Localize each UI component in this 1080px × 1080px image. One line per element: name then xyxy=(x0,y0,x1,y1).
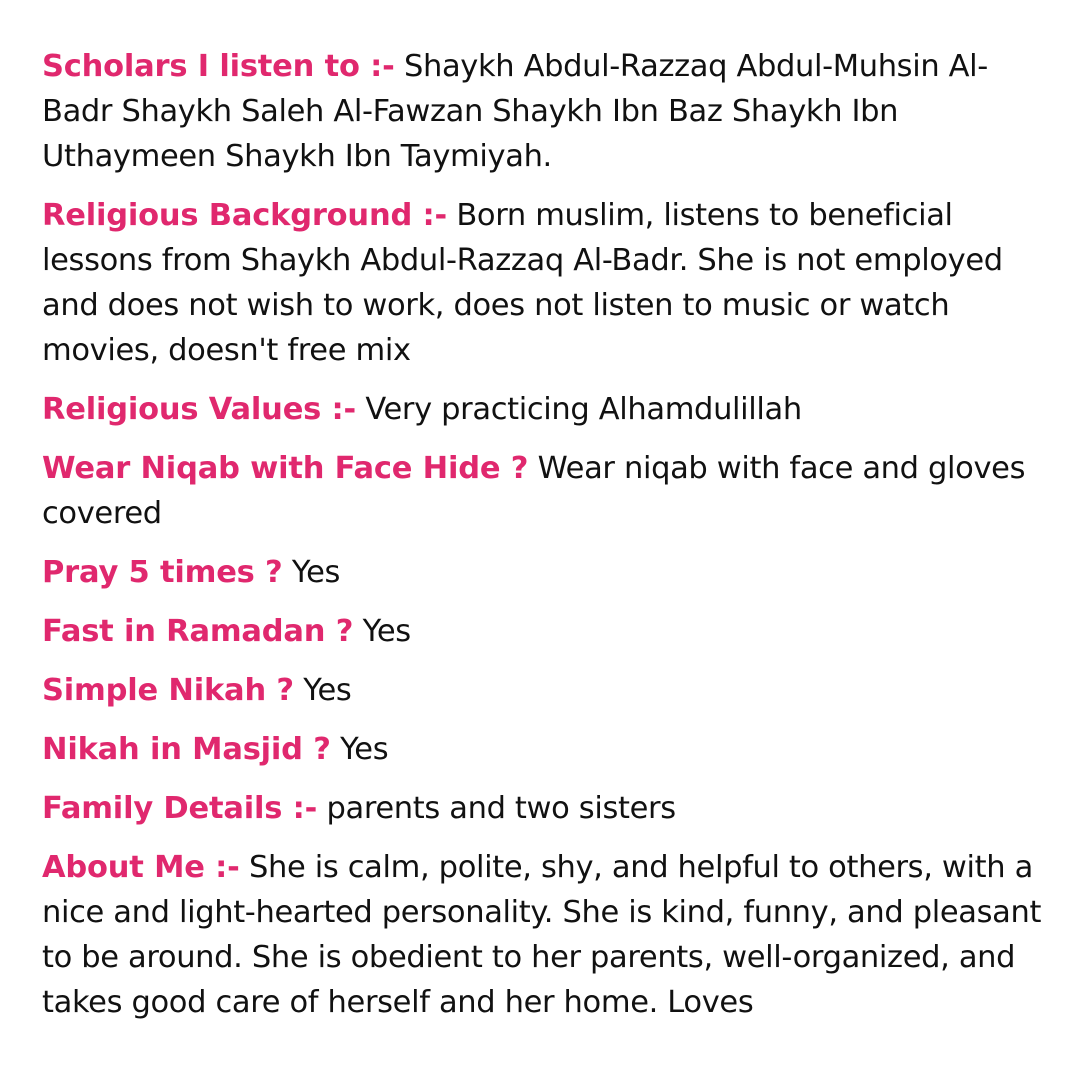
field-label: Simple Nikah ? xyxy=(42,673,294,708)
field-value: Wear niqab with face and gloves covered xyxy=(42,451,1026,531)
field-value: Shaykh Abdul-Razzaq Abdul-Muhsin Al-Badr Shaykh Saleh Al-Fawzan Shaykh Ibn Baz Shaykh Ibn Uthaymeen Shaykh Ibn Taymiyah. xyxy=(42,49,988,174)
field-religious-background xyxy=(42,193,1042,373)
field-value: Yes xyxy=(340,732,389,767)
field-label: Nikah in Masjid ? xyxy=(42,732,331,767)
field-label: Family Details :- xyxy=(42,791,318,826)
field-label: Wear Niqab with Face Hide ? xyxy=(42,451,529,486)
field-label: About Me :- xyxy=(42,850,240,885)
field-value: Yes xyxy=(303,673,352,708)
field-niqab xyxy=(42,446,1042,536)
field-about-me xyxy=(42,845,1042,1025)
field-value: Yes xyxy=(362,614,411,649)
field-label: Fast in Ramadan ? xyxy=(42,614,354,649)
profile-details xyxy=(42,44,1042,1039)
field-label: Scholars I listen to :- xyxy=(42,49,395,84)
field-value: Yes xyxy=(291,555,341,590)
field-value: parents and two sisters xyxy=(326,791,676,826)
field-value: She is calm, polite, shy, and helpful to others, with a nice and light-hearted personality. She is kind, funny, and pleasant to be around. She is obedient to her parents, well-organized, and takes good care of herself and her home. Loves xyxy=(42,850,1042,1020)
field-label: Religious Values :- xyxy=(42,392,357,427)
field-simple-nikah xyxy=(42,668,1042,713)
field-family-details xyxy=(42,786,1042,831)
field-religious-values xyxy=(42,387,1042,432)
field-value: Born muslim, listens to beneficial lessons from Shaykh Abdul-Razzaq Al-Badr. She is not employed and does not wish to work, does not listen to music or watch movies, doesn't free mix xyxy=(42,198,1003,368)
field-pray xyxy=(42,550,1042,595)
field-scholars xyxy=(42,44,1042,179)
field-label: Pray 5 times ? xyxy=(42,555,283,590)
field-label: Religious Background :- xyxy=(42,198,447,233)
field-value: Very practicing Alhamdulillah xyxy=(365,392,802,427)
field-fast xyxy=(42,609,1042,654)
field-nikah-masjid xyxy=(42,727,1042,772)
